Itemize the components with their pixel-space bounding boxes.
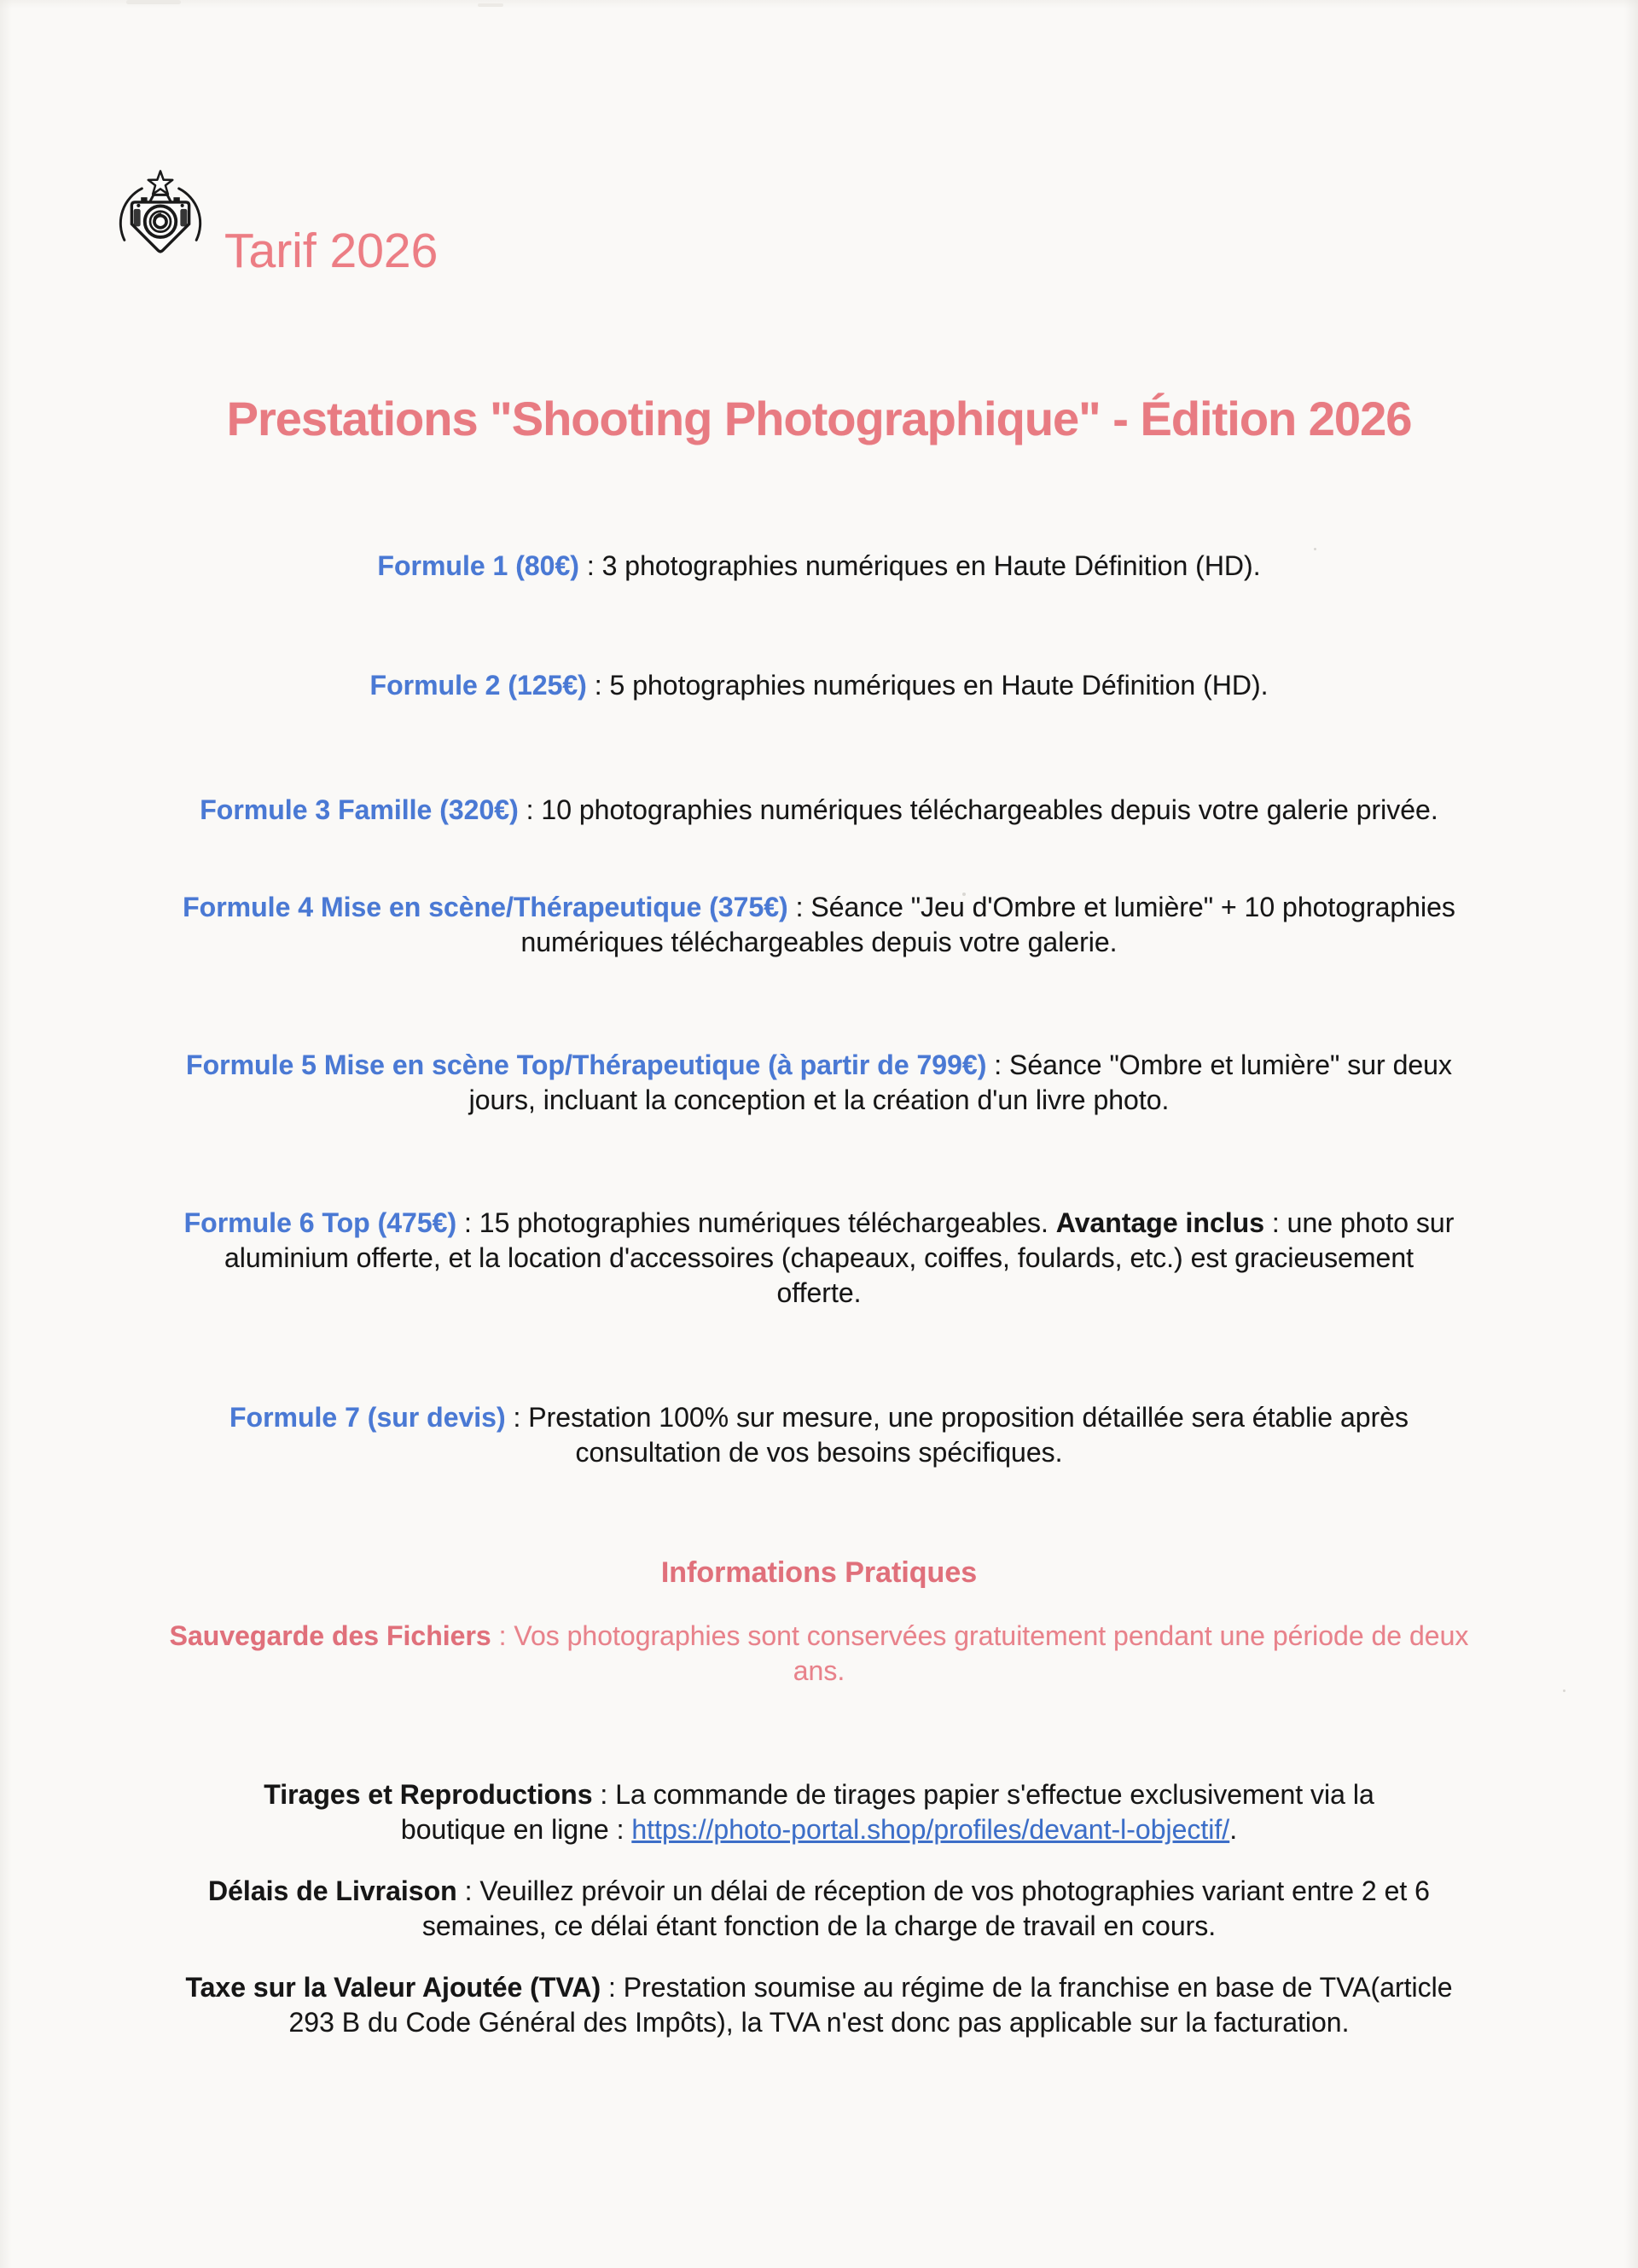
camera-logo-icon <box>112 169 209 271</box>
scan-smudge <box>126 0 181 4</box>
info-tirages-suffix: . <box>1229 1814 1238 1845</box>
formule-1-label: Formule 1 (80€) <box>377 550 579 581</box>
formule-6 <box>183 1206 1455 1311</box>
formule-3-label: Formule 3 Famille (320€) <box>200 794 519 825</box>
formule-2 <box>94 668 1544 703</box>
formule-7-label: Formule 7 (sur devis) <box>229 1402 506 1433</box>
info-tva <box>171 1970 1467 2040</box>
formule-2-label: Formule 2 (125€) <box>369 670 587 701</box>
formule-7 <box>175 1400 1463 1470</box>
info-tirages-label: Tirages et Reproductions <box>264 1779 593 1810</box>
formule-5-text: : Séance "Ombre et lumière" sur deux jours, incluant la conception et la création d'un livre photo. <box>468 1050 1452 1115</box>
formule-7-text: : Prestation 100% sur mesure, une proposition détaillée sera établie après consultation de vos besoins spécifiques. <box>505 1402 1409 1468</box>
info-tirages <box>230 1777 1408 1847</box>
info-delais-label: Délais de Livraison <box>208 1875 457 1906</box>
page-title: Prestations "Shooting Photographique" - Édition 2026 <box>226 392 1412 445</box>
formule-3-text: : 10 photographies numériques téléchargeables depuis votre galerie privée. <box>518 794 1438 825</box>
formule-4 <box>175 890 1463 960</box>
formule-4-text: : Séance "Jeu d'Ombre et lumière" + 10 photographies numériques téléchargeables depuis votre galerie. <box>520 892 1455 957</box>
info-tva-label: Taxe sur la Valeur Ajoutée (TVA) <box>185 1972 601 2003</box>
shop-url-link[interactable]: https://photo-portal.shop/profiles/devant-l-objectif/ <box>631 1814 1230 1845</box>
formule-6-text: : 15 photographies numériques téléchargeables. <box>456 1207 1056 1238</box>
formule-6-label: Formule 6 Top (475€) <box>183 1207 457 1238</box>
tarif-year-label: Tarif 2026 <box>224 224 439 278</box>
formule-6-text-2: : une photo sur aluminium offerte, et la location d'accessoires (chapeaux, coiffes, foulards, etc.) est gracieusement offerte. <box>224 1207 1455 1308</box>
formule-1-text: : 3 photographies numériques en Haute Définition (HD). <box>578 550 1261 581</box>
info-tirages-text: : La commande de tirages papier s'effectue exclusivement via la boutique en ligne : <box>400 1779 1374 1845</box>
formule-5-label: Formule 5 Mise en scène Top/Thérapeutique (à partir de 799€) <box>186 1050 987 1080</box>
section-heading-informations-pratiques: Informations Pratiques <box>660 1556 978 1589</box>
formule-3 <box>179 793 1459 828</box>
formule-4-label: Formule 4 Mise en scène/Thérapeutique (375€) <box>183 892 788 922</box>
formule-1 <box>94 549 1544 584</box>
info-sauvegarde-text: : Vos photographies sont conservées gratuitement pendant une période de deux ans. <box>491 1620 1469 1686</box>
info-sauvegarde <box>166 1619 1472 1689</box>
scan-speck <box>1563 1689 1565 1692</box>
formule-5 <box>154 1048 1484 1118</box>
info-delais-text: : Veuillez prévoir un délai de réception de vos photographies variant entre 2 et 6 semaines, ce délai étant fonction de la charge de travail en cours. <box>421 1875 1430 1941</box>
formule-2-text: : 5 photographies numériques en Haute Définition (HD). <box>586 670 1269 701</box>
info-delais <box>162 1874 1476 1944</box>
info-tva-text: : Prestation soumise au régime de la franchise en base de TVA(article 293 B du Code Général des Impôts), la TVA n'est donc pas applicable sur la facturation. <box>288 1972 1453 2038</box>
formule-6-advantage-label: Avantage inclus <box>1055 1207 1264 1238</box>
scan-smudge <box>478 3 503 7</box>
info-sauvegarde-label: Sauvegarde des Fichiers <box>169 1620 491 1651</box>
